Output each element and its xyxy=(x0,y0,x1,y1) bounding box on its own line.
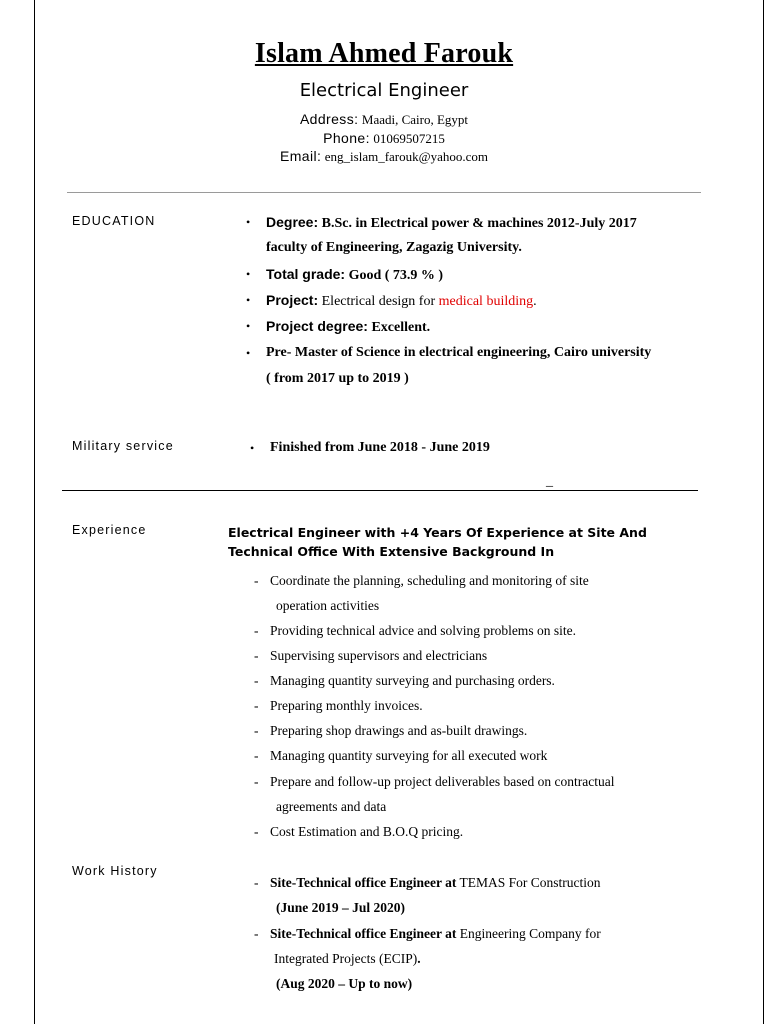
job-dates: (Aug 2020 – Up to now) xyxy=(276,976,413,991)
job-title: Site-Technical office Engineer at xyxy=(270,875,457,890)
job-company: TEMAS For Construction xyxy=(459,875,601,890)
degree-value: B.Sc. in Electrical power & machines 2012-July 2017 xyxy=(321,216,637,231)
grade-value: Good ( 73.9 % ) xyxy=(348,268,444,283)
premaster-line2: ( from 2017 up to 2019 ) xyxy=(266,371,409,386)
education-premaster xyxy=(246,344,652,362)
list-item-continued: operation activities xyxy=(276,598,380,613)
list-item: - Coordinate the planning, scheduling and monitoring of site xyxy=(254,573,589,588)
project-label: Project: xyxy=(266,292,319,308)
experience-summary-line2: Technical Office With Extensive Background In xyxy=(228,544,555,559)
dash-icon: - xyxy=(254,698,259,713)
bullet-icon: • xyxy=(246,293,251,307)
degree-faculty: faculty of Engineering, Zagazig University. xyxy=(266,240,522,255)
candidate-title: Electrical Engineer xyxy=(299,80,469,101)
header-divider xyxy=(67,192,701,193)
education-heading: EDUCATION xyxy=(72,214,156,228)
job-company-continued: Integrated Projects (ECIP). xyxy=(274,951,421,966)
list-item: - Preparing monthly invoices. xyxy=(254,698,423,713)
job-entry xyxy=(254,874,601,892)
project-highlight: medical building xyxy=(438,294,534,309)
job-entry xyxy=(254,925,601,943)
phone-label: Phone: xyxy=(323,130,370,146)
degree-label: Degree: xyxy=(266,214,319,230)
dash-icon: - xyxy=(254,648,259,663)
experience-summary xyxy=(228,523,647,561)
military-status xyxy=(250,439,490,457)
dash-icon: - xyxy=(254,673,259,688)
dash-icon: - xyxy=(254,748,259,763)
dash-icon: - xyxy=(254,774,259,789)
project-end: . xyxy=(533,294,537,309)
project-degree-value: Excellent. xyxy=(371,320,431,335)
military-value: Finished from June 2018 - June 2019 xyxy=(270,440,490,455)
list-item: - Cost Estimation and B.O.Q pricing. xyxy=(254,824,464,839)
list-item: - Preparing shop drawings and as-built drawings. xyxy=(254,723,528,738)
experience-summary-line1: Electrical Engineer with +4 Years Of Experience at Site And xyxy=(228,525,647,540)
education-project xyxy=(246,291,537,311)
project-degree-label: Project degree: xyxy=(266,318,368,334)
bullet-icon: • xyxy=(246,319,251,333)
education-faculty xyxy=(266,239,522,257)
phone-value: 01069507215 xyxy=(373,131,445,146)
job-dates: (June 2019 – Jul 2020) xyxy=(276,900,406,915)
military-heading: Military service xyxy=(72,439,174,453)
candidate-name: Islam Ahmed Farouk xyxy=(254,38,514,69)
education-premaster-dates xyxy=(266,370,409,388)
email-label: Email: xyxy=(279,148,322,164)
bullet-icon: • xyxy=(246,215,251,229)
list-item: - Managing quantity surveying for all executed work xyxy=(254,748,548,763)
bullet-icon: • xyxy=(246,346,251,360)
premaster-line1: Pre- Master of Science in electrical engineering, Cairo university xyxy=(266,345,652,360)
job-title: Site-Technical office Engineer at xyxy=(270,926,457,941)
phone-line xyxy=(0,130,768,148)
section-divider xyxy=(62,490,698,491)
experience-heading: Experience xyxy=(72,523,147,537)
dash-icon: - xyxy=(254,824,259,839)
dash-icon: - xyxy=(254,623,259,638)
email-line xyxy=(0,148,768,166)
address-line xyxy=(0,111,768,129)
email-value: eng_islam_farouk@yahoo.com xyxy=(324,149,489,164)
work-history-heading: Work History xyxy=(72,864,158,878)
grade-label: Total grade: xyxy=(266,266,346,282)
education-degree xyxy=(246,213,637,233)
job-company: Engineering Company for xyxy=(459,926,601,941)
bullet-icon: • xyxy=(250,441,255,455)
list-item: - Supervising supervisors and electricians xyxy=(254,648,488,663)
divider-mark: _ xyxy=(546,474,553,489)
dash-icon: - xyxy=(254,723,259,738)
address-value: Maadi, Cairo, Egypt xyxy=(361,112,469,127)
list-item-continued: agreements and data xyxy=(276,799,387,814)
list-item: - Prepare and follow-up project deliverables based on contractual xyxy=(254,774,615,789)
dash-icon: - xyxy=(254,875,259,890)
dash-icon: - xyxy=(254,573,259,588)
project-value: Electrical design for xyxy=(321,294,436,309)
list-item: - Providing technical advice and solving problems on site. xyxy=(254,623,576,638)
education-grade xyxy=(246,265,444,285)
education-project-degree xyxy=(246,317,431,337)
dash-icon: - xyxy=(254,926,259,941)
address-label: Address: xyxy=(299,111,359,127)
bullet-icon: • xyxy=(246,267,251,281)
list-item: - Managing quantity surveying and purchasing orders. xyxy=(254,673,555,688)
